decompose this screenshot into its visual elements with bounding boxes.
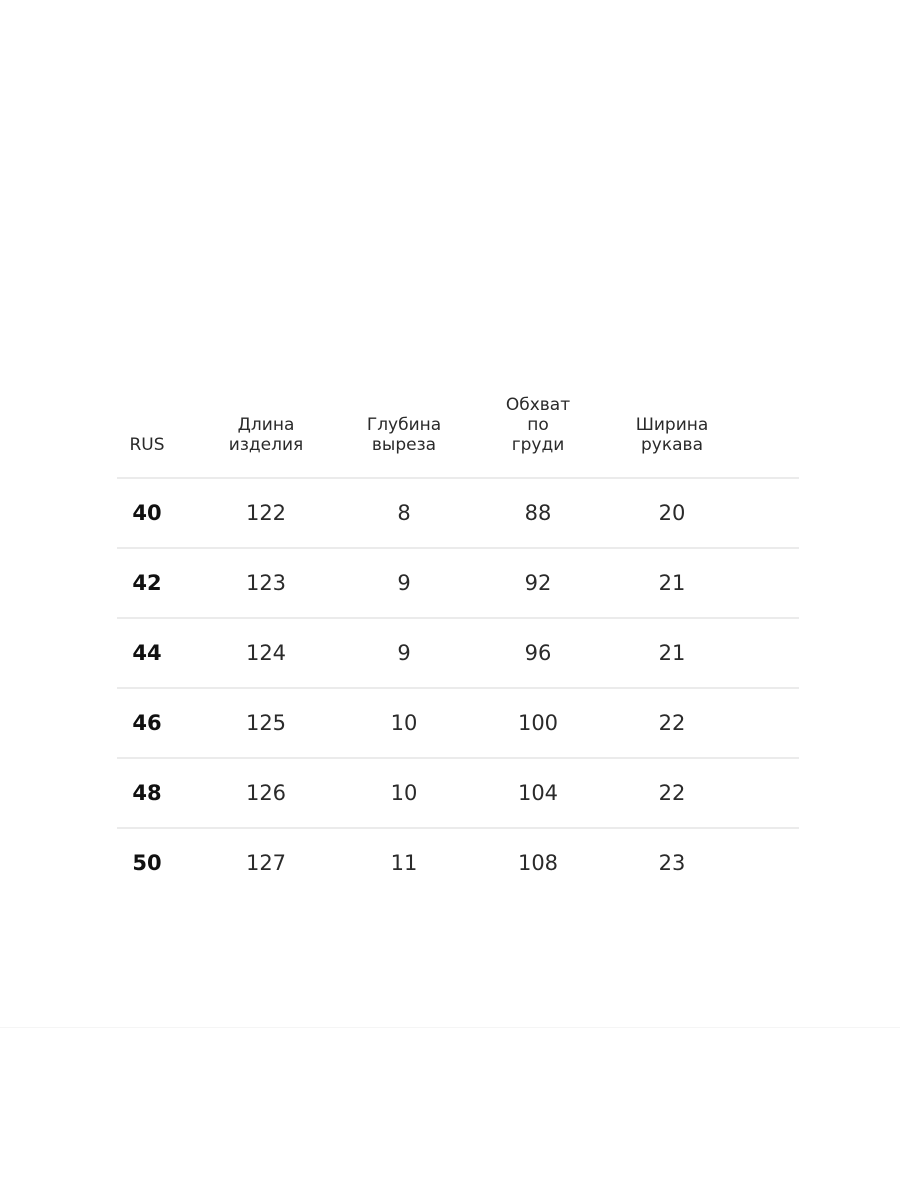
divider [0, 1027, 900, 1028]
cell-chest-girth: 92 [524, 571, 552, 595]
cell-sleeve-width: 22 [658, 781, 686, 805]
cell-neckline-depth: 11 [390, 851, 418, 875]
cell-size: 40 [132, 501, 162, 525]
cell-length: 124 [245, 641, 287, 665]
cell-chest-girth: 96 [524, 641, 552, 665]
table-row [117, 547, 799, 617]
cell-size: 44 [132, 641, 162, 665]
cell-size: 46 [132, 711, 162, 735]
table-row [117, 617, 799, 687]
cell-neckline-depth: 10 [390, 711, 418, 735]
table-row [117, 827, 799, 897]
cell-length: 122 [245, 501, 287, 525]
cell-neckline-depth: 10 [390, 781, 418, 805]
cell-length: 126 [245, 781, 287, 805]
cell-chest-girth: 88 [524, 501, 552, 525]
cell-neckline-depth: 9 [397, 571, 411, 595]
header-chest-girth: Обхват по груди [505, 395, 571, 455]
cell-sleeve-width: 21 [658, 571, 686, 595]
cell-sleeve-width: 21 [658, 641, 686, 665]
table-row [117, 687, 799, 757]
header-length: Длина изделия [228, 415, 304, 455]
table-header [117, 390, 799, 477]
header-size-rus: RUS [129, 435, 165, 455]
cell-sleeve-width: 20 [658, 501, 686, 525]
cell-length: 125 [245, 711, 287, 735]
size-chart-table [117, 390, 799, 897]
cell-neckline-depth: 9 [397, 641, 411, 665]
cell-chest-girth: 104 [517, 781, 559, 805]
table-row [117, 477, 799, 547]
cell-length: 127 [245, 851, 287, 875]
cell-size: 48 [132, 781, 162, 805]
cell-chest-girth: 108 [517, 851, 559, 875]
header-neckline-depth: Глубина выреза [366, 415, 442, 455]
table-row [117, 757, 799, 827]
cell-sleeve-width: 23 [658, 851, 686, 875]
cell-chest-girth: 100 [517, 711, 559, 735]
header-sleeve-width: Ширина рукава [635, 415, 709, 455]
cell-sleeve-width: 22 [658, 711, 686, 735]
cell-neckline-depth: 8 [397, 501, 411, 525]
cell-size: 50 [132, 851, 162, 875]
cell-size: 42 [132, 571, 162, 595]
cell-length: 123 [245, 571, 287, 595]
